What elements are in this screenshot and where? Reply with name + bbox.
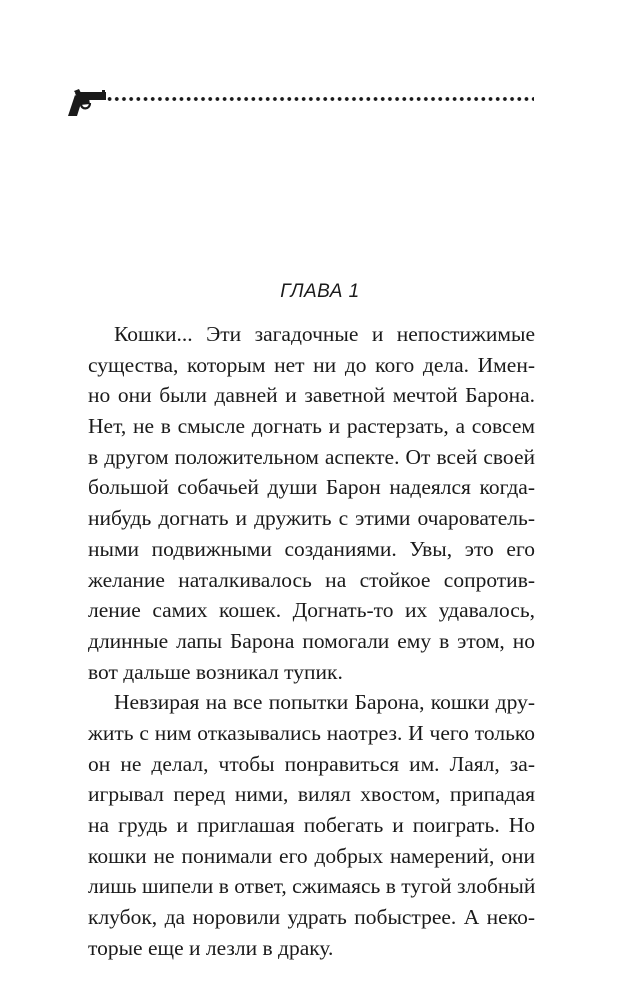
text-line: на грудь и приглашая побегать и поиграть. Но (88, 813, 535, 837)
text-line: торые еще и лезли в драку. (88, 935, 334, 960)
text-line: игрывал перед ними, вилял хвостом, припадая (88, 782, 535, 807)
text-line: жить с ним отказывались наотрез. И чего только (88, 720, 535, 745)
text-line: Кошки... Эти загадочные и непостижимые (114, 322, 535, 346)
text-line: большой собачьей души Барон надеялся когда- (88, 475, 535, 500)
text-line: ление самих кошек. Догнать-то их удавалось, (88, 598, 535, 623)
text-line: Невзирая на все попытки Барона, кошки дру- (114, 690, 535, 715)
text-line: он не делал, чтобы понравиться им. Лаял, за- (88, 751, 535, 776)
header-ornament (66, 86, 536, 120)
text-line: Нет, не в смысле догнать и растерзать, а совсем (88, 414, 535, 439)
text-line: кошки не понимали его добрых намерений, они (88, 843, 535, 868)
text-line: существа, которым нет ни до кого дела. Имен- (88, 352, 535, 377)
text-line: но они были давней и заветной мечтой Барона. (88, 383, 535, 408)
text-line: лишь шипели в ответ, сжимаясь в тугой злобный (88, 874, 536, 899)
text-line: желание наталкивалось на стойкое сопротив- (88, 567, 535, 592)
text-line: в другом положительном аспекте. От всей своей (88, 444, 535, 469)
text-line: ными подвижными созданиями. Увы, это его (88, 536, 535, 561)
revolver-icon (66, 86, 108, 120)
dot-leader (106, 96, 534, 102)
text-line: клубок, да норовили удрать побыстрее. А неко- (88, 905, 535, 930)
chapter-title: ГЛАВА 1 (280, 281, 360, 302)
text-line: вот дальше возникал тупик. (88, 659, 343, 684)
text-line: длинные лапы Барона помогали ему в этом, но (88, 628, 535, 653)
chapter-body (88, 319, 535, 963)
text-line: нибудь догнать и дружить с этими очарователь- (88, 506, 535, 531)
